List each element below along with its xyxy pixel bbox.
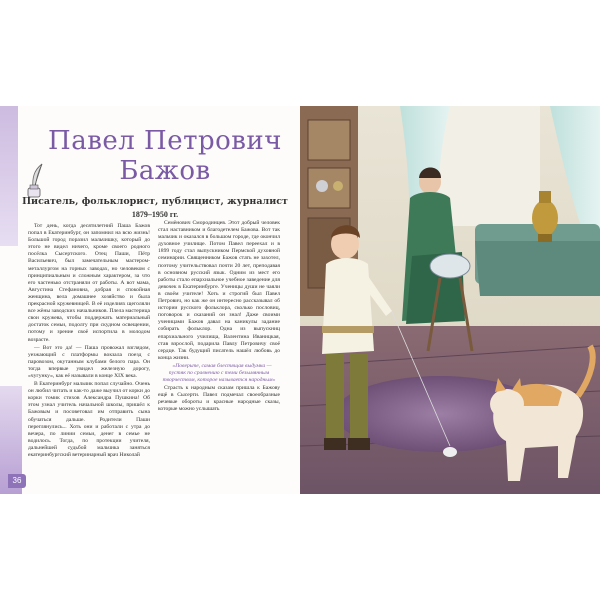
- illustration: [300, 106, 600, 494]
- page-number: 36: [8, 474, 26, 488]
- page-tab-decoration: [0, 106, 18, 246]
- pull-quote: «Поверьте, самая блестящая выдумка — пустяк по сравнению с теми безымянным творчеством, которое называется народным»: [162, 362, 276, 383]
- paragraph: Страсть к народным сказам пришла к Бажову ещё в Сысерти. Павел подмечал своеобразные речевые обороты и красные народные сказы, которые можно услышать: [158, 384, 280, 413]
- title-line-1: Павел Петрович: [48, 126, 282, 156]
- text-page: [0, 106, 300, 494]
- paragraph: В Екатеринбург мальчик попал случайно. Очень он любил читать и как-то даже выучил от корки до корки томик стихов Александра Пушкина! Об этом узнал учитель начальной школы, пришёл к Бажовым и посоветовал им отправить сына обучаться дальше. Родители Паши переглянулись... Хоть они и работали с утра до вечера, по линии семьи, денег в семье не водилось. Тогда, по протекции учителя, дальнейшей судьбой мальчика заняться екатеринбургский ветеринарный врач Николай: [28, 381, 150, 458]
- title-line-2: Бажов: [119, 156, 211, 186]
- book-spread: [0, 106, 600, 494]
- years: 1879–1950 гг.: [131, 210, 179, 219]
- paragraph: — Вот это да! — Паша провожал взглядом, уезжающий с платформы вокзала поезд с паровозом, окутанным клубами белого пара. Он тогда впервые увидел железную дорогу, «чугунку», как её называли в конце XIX века.: [28, 344, 150, 379]
- text-column-1: [28, 223, 150, 460]
- text-column-2: [158, 220, 280, 414]
- paragraph: Семёнович Смородинцев. Этот добрый человек стал наставником и благодетелем Бажова. Вот так мальчик и оказался в большом городе, где окончил духовное училище. Потом Павел переехал и в 1899 году стал выпускником Пермской духовной семинарии. Священником Бажов стать не захотел, поэтому учительствовал почти 20 лет, преподавая в основном русский язык. Одним из мест его работы стало епархиальное учебное заведение для девочек в Екатеринбурге. Ученицы души не чаяли в своём учителе! Хоть и строгий был Павел Петрович, но как же он интересно рассказывал об истории русского фольклора, сколько пословиц, поговорок и сказаний он знал! Даже своими ученицами Бажов давал на каникулы задание собирать фольклор. Одна из выпускниц епархиального училища, Валентина Иваницкая, став взрослой, подарила Павлу Петровичу своё сердце. Так будущий писатель нашёл любовь до конца жизни.: [158, 220, 280, 361]
- subtitle: Писатель, фольклорист, публицист, журналист: [22, 196, 288, 207]
- paragraph: Тот день, когда десятилетний Паша Бажов попал в Екатеринбург, он запомнил на всю жизнь! Большой город поразил мальчишку, который до этого не видел ничего, кроме своего родного посёлка Сысертского. Отец Паши, Пётр Васильевич, был замечательным мастером-металлургом на горных заводах, но человеком с принципиальным и сложным характером, за что его частенько отстраняли от работы. А вот мама, Августина Стефановна, добрая и спокойная женщина, вела домашнее хозяйство и была прекрасной кружевницей. В её изделиях щеголяли все жёны заводских начальников. Плела мастерица свои кружева, чтобы поддержать материальный достаток семьи, подолгу при скудном освещении, потому и зрение своё испортила в молодом возрасте.: [28, 223, 150, 343]
- page-title: [40, 126, 290, 186]
